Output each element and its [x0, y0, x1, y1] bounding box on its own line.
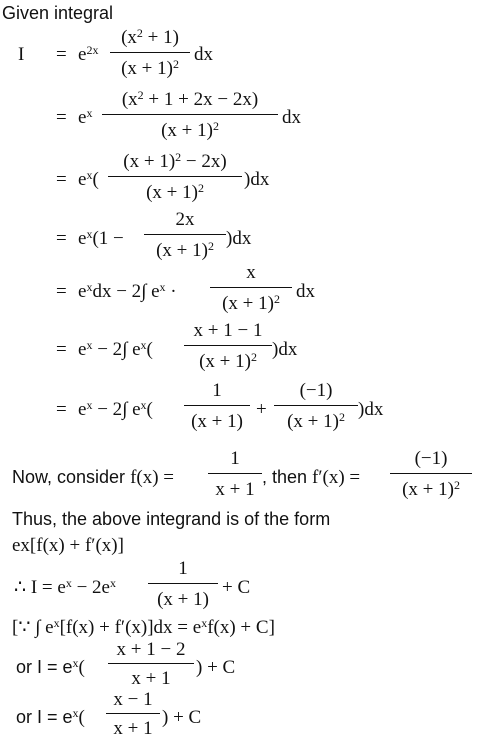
- now-line: Now, consider f(x) =: [12, 467, 175, 488]
- therefore-numerator: 1: [178, 558, 188, 579]
- line6-expr: $e^x - 2\int$ $e^x$(: [78, 338, 153, 360]
- fraction-bar: [184, 345, 272, 346]
- line3-numerator: $(x + 1)^2 - 2x$): [123, 150, 227, 172]
- line5-denominator: $(x + 1)^2$: [222, 292, 280, 314]
- line1-exp: $e^{2x}$: [78, 43, 99, 65]
- equals-sign: =: [56, 281, 67, 302]
- line1-denominator: $(x + 1)^2$: [121, 57, 179, 79]
- fraction-bar: [274, 405, 358, 406]
- fraction-bar: [210, 287, 292, 288]
- then-text: , then f′(x) =: [262, 467, 361, 488]
- equals-sign: =: [56, 399, 67, 420]
- line6-numerator: x + 1 − 1: [193, 320, 263, 341]
- or2-plus-c: ) + C: [162, 707, 202, 728]
- therefore-plus-c: + C: [222, 577, 251, 598]
- line4-dx: )dx: [226, 228, 252, 249]
- line4-fraction: [144, 210, 226, 260]
- line7-denominator-1: (x + 1): [191, 411, 243, 432]
- or1-fraction: [108, 640, 194, 688]
- line3-denominator: $(x + 1)^2$: [146, 181, 204, 203]
- therefore-fraction: [148, 559, 218, 609]
- or1-plus-c: ) + C: [196, 657, 236, 678]
- fpx-fraction: [390, 449, 472, 499]
- equals-sign: =: [56, 228, 67, 249]
- line7-dx: )dx: [358, 399, 384, 420]
- line2-exp: $e^x$: [78, 106, 93, 128]
- or2-numerator: x − 1: [113, 689, 153, 710]
- line1-numerator: $(x^2 + 1)$: [121, 26, 179, 48]
- fraction-bar: [106, 713, 160, 714]
- or2-fraction: [106, 690, 160, 738]
- fpx-numerator: (−1): [414, 448, 448, 469]
- fraction-bar: [108, 176, 242, 177]
- line4-exp: $e^x(1$ −: [78, 227, 124, 249]
- line6-denominator: $(x + 1)^2$: [199, 350, 257, 372]
- fraction-bar: [108, 663, 194, 664]
- therefore-expr: ∴ $I = e^x - 2e^x$: [14, 576, 116, 598]
- fraction-bar: [208, 473, 262, 474]
- or1-expr: or $I = e^x$(: [16, 656, 85, 678]
- fraction-bar: [148, 583, 218, 584]
- integral-symbol-I: I: [18, 44, 25, 65]
- fraction-bar: [144, 234, 226, 235]
- plus-sign: +: [256, 399, 267, 420]
- line6-dx: )dx: [272, 339, 298, 360]
- line2-dx: dx: [282, 107, 301, 128]
- line3-fraction: [108, 152, 242, 202]
- equals-sign: =: [56, 107, 67, 128]
- fx-numerator: 1: [230, 448, 240, 469]
- equals-sign: =: [56, 339, 67, 360]
- line7-fraction-2: [274, 381, 358, 431]
- line3-dx: )dx: [244, 169, 270, 190]
- because-line: [∵ ∫ $e^x[f(x) + f'(x)]dx = e^xf(x) + C$]: [12, 616, 275, 638]
- fpx-denominator: $(x + 1)^2$: [402, 478, 460, 500]
- or1-numerator: x + 1 − 2: [116, 639, 186, 660]
- line2-numerator: $(x^2 + 1 + 2x - 2x)$: [121, 88, 259, 110]
- line7-numerator-2: (−1): [299, 380, 333, 401]
- or2-denominator: x + 1: [113, 718, 153, 739]
- equals-sign: =: [56, 169, 67, 190]
- line1-fraction: [110, 28, 190, 78]
- line7-numerator-1: 1: [212, 380, 222, 401]
- equals-sign: =: [56, 44, 67, 65]
- line2-fraction: [102, 90, 278, 140]
- therefore-denominator: (x + 1): [157, 589, 209, 610]
- line7-fraction-1: [184, 381, 250, 431]
- thus-line: Thus, the above integrand is of the form: [12, 509, 331, 529]
- fraction-bar: [184, 405, 250, 406]
- line7-expr: $e^x - 2\int$ $e^x$(: [78, 398, 153, 420]
- fraction-bar: [110, 52, 190, 53]
- line4-numerator: 2x: [175, 209, 195, 230]
- fraction-bar: [390, 473, 472, 474]
- line2-denominator: $(x + 1)^2$: [161, 119, 219, 141]
- line4-denominator: $(x + 1)^2$: [156, 239, 214, 261]
- line5-expr: $e^xdx - 2\int$ $e^x$ ·: [78, 280, 177, 302]
- line3-exp: $e^x$(: [78, 168, 99, 190]
- heading: Given integral: [2, 3, 114, 23]
- line5-fraction: [210, 263, 292, 313]
- fraction-bar: [102, 114, 278, 115]
- line6-fraction: [184, 321, 272, 371]
- line1-dx: dx: [194, 44, 213, 65]
- or1-denominator: x + 1: [131, 668, 171, 689]
- line7-denominator-2: $(x + 1)^2$: [287, 410, 345, 432]
- line5-numerator: x: [246, 262, 256, 283]
- or2-expr: or $I = e^x$(: [16, 706, 85, 728]
- fx-denominator: x + 1: [215, 479, 255, 500]
- line5-dx: dx: [296, 281, 315, 302]
- fx-fraction: [208, 449, 262, 499]
- form-line: ex[f(x) + f′(x)]: [12, 535, 124, 556]
